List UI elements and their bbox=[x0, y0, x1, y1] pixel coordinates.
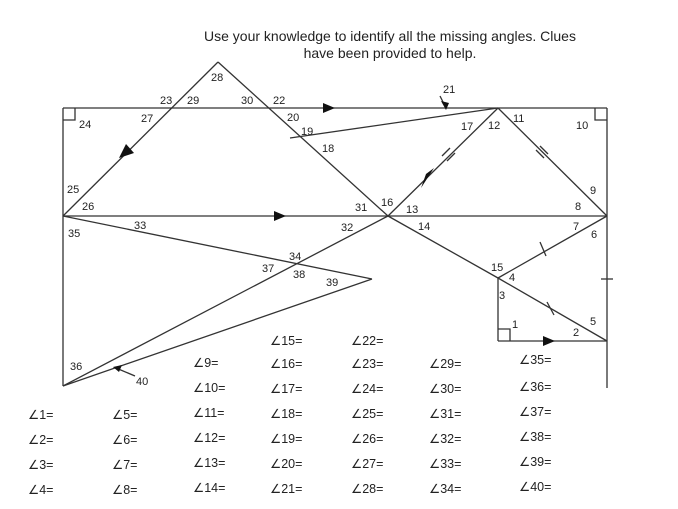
answer-blank: ∠28= bbox=[351, 482, 384, 496]
angle-label-2: 2 bbox=[573, 327, 580, 339]
answer-blank: ∠40= bbox=[519, 480, 552, 494]
angle-label-39: 39 bbox=[326, 277, 339, 289]
answer-blank: ∠36= bbox=[519, 380, 552, 394]
angle-label-10: 10 bbox=[576, 120, 589, 132]
angle-label-17: 17 bbox=[461, 121, 474, 133]
angle-label-19: 19 bbox=[301, 126, 314, 138]
angle-label-7: 7 bbox=[573, 221, 580, 233]
answer-blank: ∠30= bbox=[429, 382, 462, 396]
angle-label-28: 28 bbox=[211, 72, 224, 84]
peak-right-side bbox=[218, 62, 388, 216]
parallel-arrow bbox=[119, 144, 134, 158]
angle-label-8: 8 bbox=[575, 201, 582, 213]
answer-blank: ∠12= bbox=[193, 431, 226, 445]
hypotenuse bbox=[498, 278, 607, 341]
diagonal-to-lower bbox=[388, 216, 498, 278]
tick-mark bbox=[536, 150, 544, 158]
angle-label-22: 22 bbox=[273, 95, 286, 107]
answer-blank: ∠39= bbox=[519, 455, 552, 469]
answer-blank: ∠20= bbox=[270, 457, 303, 471]
answer-blank: ∠4= bbox=[28, 483, 54, 497]
angle-label-9: 9 bbox=[590, 185, 597, 197]
peak-left-side bbox=[63, 62, 218, 216]
angle-label-23: 23 bbox=[160, 95, 173, 107]
angle-label-32: 32 bbox=[341, 222, 354, 234]
answer-blank: ∠21= bbox=[270, 482, 303, 496]
angle-label-27: 27 bbox=[141, 113, 154, 125]
angle-label-12: 12 bbox=[488, 120, 501, 132]
answer-blank: ∠34= bbox=[429, 482, 462, 496]
answer-blank: ∠25= bbox=[351, 407, 384, 421]
angle-label-40: 40 bbox=[136, 376, 149, 388]
answer-blank: ∠15= bbox=[270, 334, 303, 348]
parallel-arrow bbox=[274, 211, 286, 221]
answer-blank: ∠16= bbox=[270, 357, 303, 371]
angle-label-5: 5 bbox=[590, 316, 597, 328]
answer-blank: ∠24= bbox=[351, 382, 384, 396]
angle-label-6: 6 bbox=[591, 229, 598, 241]
angle-label-13: 13 bbox=[406, 204, 419, 216]
angle-label-15: 15 bbox=[491, 262, 504, 274]
answer-blank: ∠35= bbox=[519, 353, 552, 367]
instructions-text: Use your knowledge to identify all the missing angles. Clues have been provided to help. bbox=[204, 28, 576, 61]
angle-label-21: 21 bbox=[443, 84, 456, 96]
angle-label-37: 37 bbox=[262, 263, 275, 275]
right-angle-mark-10 bbox=[595, 108, 607, 120]
answer-blank: ∠17= bbox=[270, 382, 303, 396]
right-angle-mark-1 bbox=[498, 329, 510, 341]
angle-label-30: 30 bbox=[241, 95, 254, 107]
answer-blank: ∠26= bbox=[351, 432, 384, 446]
answer-blank: ∠1= bbox=[28, 408, 54, 422]
answer-blank: ∠23= bbox=[351, 357, 384, 371]
answer-blank: ∠8= bbox=[112, 483, 138, 497]
tick-mark bbox=[442, 148, 450, 156]
angle-label-35: 35 bbox=[68, 228, 81, 240]
angle-label-26: 26 bbox=[82, 201, 95, 213]
angle-label-34: 34 bbox=[289, 251, 302, 263]
answer-blank: ∠32= bbox=[429, 432, 462, 446]
angle-label-36: 36 bbox=[70, 361, 83, 373]
angle-label-31: 31 bbox=[355, 202, 368, 214]
angle-label-25: 25 bbox=[67, 184, 80, 196]
answer-blank: ∠19= bbox=[270, 432, 303, 446]
answer-blank: ∠33= bbox=[429, 457, 462, 471]
answer-blank: ∠13= bbox=[193, 456, 226, 470]
answer-blank: ∠2= bbox=[28, 433, 54, 447]
answer-blank: ∠37= bbox=[519, 405, 552, 419]
answer-blank: ∠27= bbox=[351, 457, 384, 471]
answer-blank: ∠22= bbox=[351, 334, 384, 348]
angle-label-3: 3 bbox=[499, 290, 506, 302]
answer-blank: ∠14= bbox=[193, 481, 226, 495]
right-angle-mark-24 bbox=[63, 108, 75, 120]
parallel-arrow bbox=[421, 168, 434, 188]
parallel-arrow bbox=[323, 103, 335, 113]
angle-label-14: 14 bbox=[418, 221, 431, 233]
answer-blank: ∠7= bbox=[112, 458, 138, 472]
answer-blank: ∠31= bbox=[429, 407, 462, 421]
answer-blank: ∠9= bbox=[193, 356, 219, 370]
answer-blank: ∠5= bbox=[112, 408, 138, 422]
diagonal-up bbox=[388, 108, 501, 216]
answer-blank: ∠38= bbox=[519, 430, 552, 444]
angle-label-38: 38 bbox=[293, 269, 306, 281]
lower-diagonal bbox=[498, 216, 607, 278]
angle-label-18: 18 bbox=[322, 143, 335, 155]
angle-label-16: 16 bbox=[381, 197, 394, 209]
answer-blank: ∠10= bbox=[193, 381, 226, 395]
answer-blank: ∠18= bbox=[270, 407, 303, 421]
angle-label-11: 11 bbox=[513, 113, 525, 125]
answer-blank: ∠11= bbox=[193, 406, 225, 420]
answer-blank: ∠29= bbox=[429, 357, 462, 371]
angle-label-4: 4 bbox=[509, 272, 516, 284]
answer-blank: ∠3= bbox=[28, 458, 54, 472]
tick-mark bbox=[547, 302, 554, 315]
angle-label-29: 29 bbox=[187, 95, 200, 107]
angle-label-1: 1 bbox=[512, 319, 519, 331]
zigzag-upper bbox=[63, 216, 372, 279]
parallel-arrow bbox=[543, 336, 555, 346]
angle-label-33: 33 bbox=[134, 220, 147, 232]
angle-label-24: 24 bbox=[79, 119, 92, 131]
answer-blank: ∠6= bbox=[112, 433, 138, 447]
angle-label-20: 20 bbox=[287, 112, 300, 124]
long-diagonal-down bbox=[63, 216, 388, 386]
